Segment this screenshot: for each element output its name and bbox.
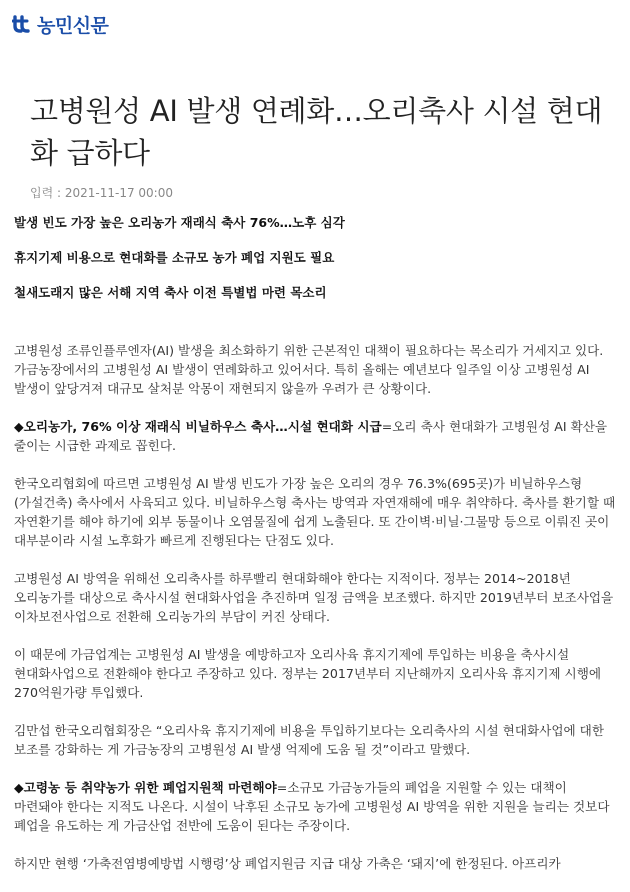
article-title: 고병원성 AI 발생 연례화…오리축사 시설 현대화 급하다: [30, 94, 603, 170]
paragraph-text: 하지만 현행 ‘가축전염병예방법 시행령’상 폐업지원금 지급 대상 가축은 ‘돼지’에 한정된다. 아프리카: [14, 856, 561, 871]
subheading: 휴지기제 비용으로 현대화를 소규모 농가 폐업 지원도 필요: [14, 250, 335, 265]
paragraph: [14, 417, 618, 455]
subheading: 철새도래지 많은 서해 지역 축사 이전 특별법 마련 목소리: [14, 285, 327, 300]
article-body: [14, 341, 618, 892]
paragraph: [14, 569, 618, 626]
paragraph-text: 김만섭 한국오리협회장은 “오리사육 휴지기제에 비용을 투입하기보다는 오리축사의 시설 현대화사업에 대한 보조를 강화하는 게 가금농장의 고병원성 AI 발생 억제에 도움 될 것”이라고 말했다.: [14, 723, 605, 757]
site-header: [12, 10, 108, 38]
paragraph: [14, 645, 618, 702]
article-date: 입력 : 2021-11-17 00:00: [30, 186, 173, 200]
paragraph: [14, 341, 618, 398]
paragraph-text: =오리 축사 현대화가 고병원성 AI 확산을 줄이는 시급한 과제로 꼽힌다.: [14, 419, 608, 453]
paragraph-text: 고병원성 AI 방역을 위해선 오리축사를 하루빨리 현대화해야 한다는 지적이다. 정부는 2014~2018년 오리농가를 대상으로 축사시설 현대화사업을 추진하며 일정 금액을 보조했다. 하지만 2019년부터 보조사업을 이차보전사업으로 전환해 오리농가의 부담이 커진 상태다.: [14, 571, 614, 624]
paragraph: [14, 854, 618, 873]
section-heading: ◆고령농 등 취약농가 위한 폐업지원책 마련해야: [14, 780, 277, 795]
paragraph: [14, 474, 618, 550]
site-logo-text[interactable]: 농민신문: [37, 14, 109, 37]
paragraph-text: =소규모 가금농가들의 폐업을 지원할 수 있는 대책이 마련돼야 한다는 지적도 나온다. 시설이 낙후된 소규모 농가에 고병원성 AI 방역을 위한 지원을 늘리는 것보다 폐업을 유도하는 게 가금산업 전반에 도움이 된다는 주장이다.: [14, 780, 610, 833]
paragraph-text: 한국오리협회에 따르면 고병원성 AI 발생 빈도가 가장 높은 오리의 경우 76.3%(695곳)가 비닐하우스형(가설건축) 축사에서 사육되고 있다. 비닐하우스형 축사는 방역과 자연재해에 매우 취약하다. 축사를 환기할 때 자연환기를 해야 하기에 외부 동물이나 오염물질에 쉽게 노출된다. 또 간이벽·비닐·그물망 등으로 이뤄진 곳이 대부분이라 시설 노후화가 빠르게 진행된다는 단점도 있다.: [14, 476, 616, 548]
paragraph-text: 고병원성 조류인플루엔자(AI) 발생을 최소화하기 위한 근본적인 대책이 필요하다는 목소리가 거세지고 있다. 가금농장에서의 고병원성 AI 발생이 연례화하고 있어서다. 특히 올해는 예년보다 일주일 이상 고병원성 AI 발생이 앞당겨져 대규모 살처분 악몽이 재현되지 않을까 우려가 큰 상황이다.: [14, 343, 604, 396]
subheading: 발생 빈도 가장 높은 오리농가 재래식 축사 76%…노후 심각: [14, 215, 345, 230]
section-heading: ◆오리농가, 76% 이상 재래식 비닐하우스 축사…시설 현대화 시급: [14, 419, 382, 434]
paragraph: [14, 721, 618, 759]
paragraph: [14, 778, 618, 835]
article-subheadings: [14, 214, 614, 319]
nongmin-logo-icon[interactable]: [12, 13, 34, 35]
paragraph-text: 이 때문에 가금업계는 고병원성 AI 발생을 예방하고자 오리사육 휴지기제에 투입하는 비용을 축사시설 현대화사업으로 전환해야 한다고 주장하고 있다. 정부는 2017년부터 지난해까지 오리사육 휴지기제 시행에 270억원가량 투입했다.: [14, 647, 602, 700]
